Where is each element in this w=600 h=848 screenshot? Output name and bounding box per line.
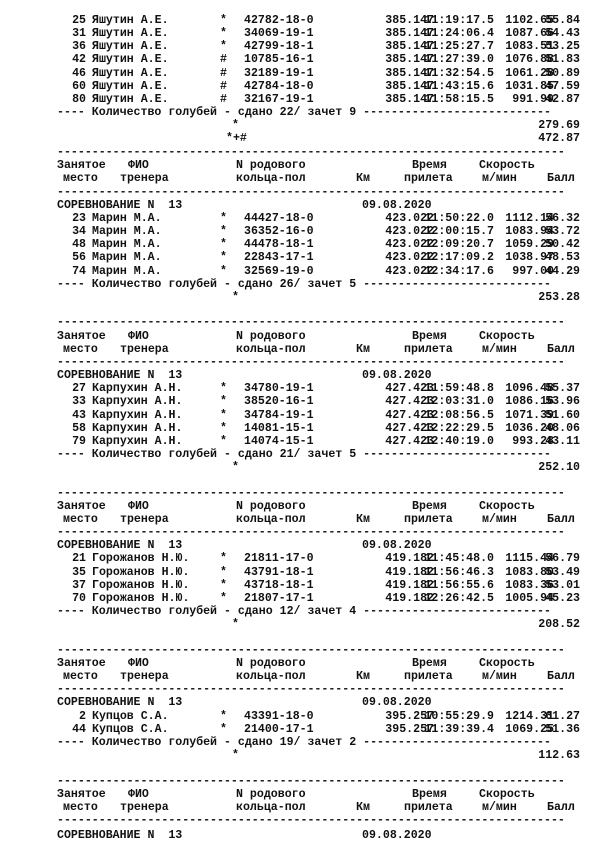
arrival-time-cell: 11:59:48.8 bbox=[424, 382, 494, 396]
km-cell: 423.022 bbox=[385, 225, 434, 239]
separator-line: ------------------------------------------------------------------------- bbox=[57, 355, 565, 369]
speed-cell: 1112.14 bbox=[505, 211, 554, 225]
score-cell: 48.06 bbox=[545, 421, 580, 435]
trainer-name-cell: Карпухин А.Н. bbox=[92, 434, 183, 448]
speed-cell: 1031.85 bbox=[505, 79, 554, 93]
place-cell: 46 bbox=[72, 66, 86, 80]
ring-number-cell: 42799-18-1 bbox=[244, 40, 314, 54]
arrival-time-cell: 11:43:15.6 bbox=[424, 79, 494, 93]
header-time: Время bbox=[412, 329, 447, 343]
ring-number-cell: 38520-16-1 bbox=[244, 395, 314, 409]
header-km: Км bbox=[356, 342, 370, 356]
arrival-time-cell: 11:39:39.4 bbox=[424, 722, 494, 736]
mark-cell: * bbox=[220, 264, 227, 278]
score-cell: 44.29 bbox=[545, 264, 580, 278]
trainer-name-cell: Горожанов Н.Ю. bbox=[92, 565, 190, 579]
header-fio: ФИО bbox=[128, 787, 149, 801]
header-ring-no: N родового bbox=[236, 787, 306, 801]
ring-number-cell: 42784-18-0 bbox=[244, 79, 314, 93]
trainer-name-cell: Яшутин А.Е. bbox=[92, 27, 169, 41]
mark-cell: * bbox=[220, 14, 227, 27]
mark-cell: * bbox=[220, 238, 227, 252]
score-cell: 53.01 bbox=[545, 578, 580, 592]
trainer-name-cell: Яшутин А.Е. bbox=[92, 79, 169, 93]
km-cell: 427.423 bbox=[385, 408, 434, 422]
speed-cell: 1076.88 bbox=[505, 53, 554, 67]
speed-cell: 1069.25 bbox=[505, 722, 554, 736]
arrival-time-cell: 11:58:15.5 bbox=[424, 92, 494, 106]
separator-line: ------------------------------------------------------------------------- bbox=[57, 683, 565, 697]
ring-number-cell: 21400-17-1 bbox=[244, 722, 314, 736]
arrival-time-cell: 12:03:31.0 bbox=[424, 395, 494, 409]
place-cell: 80 bbox=[72, 92, 86, 106]
total-value: 279.69 bbox=[538, 119, 580, 133]
place-cell: 37 bbox=[72, 578, 86, 592]
km-cell: 427.423 bbox=[385, 421, 434, 435]
header-trainer: тренера bbox=[120, 172, 169, 186]
ring-number-cell: 43391-18-0 bbox=[244, 709, 314, 723]
arrival-time-cell: 11:19:17.5 bbox=[424, 14, 494, 27]
summary-line: ---- Количество голубей - сдано 22/ зачет 9 --------------------------- bbox=[57, 106, 551, 120]
mark-cell: * bbox=[220, 421, 227, 435]
header-ring-sex: кольца-пол bbox=[236, 342, 306, 356]
km-cell: 419.182 bbox=[385, 591, 434, 605]
summary-line: ---- Количество голубей - сдано 19/ зачет 2 --------------------------- bbox=[57, 735, 551, 749]
score-cell: 51.83 bbox=[545, 53, 580, 67]
trainer-name-cell: Горожанов Н.Ю. bbox=[92, 578, 190, 592]
mark-cell: * bbox=[220, 251, 227, 265]
km-cell: 395.257 bbox=[385, 722, 434, 736]
speed-cell: 1096.48 bbox=[505, 382, 554, 396]
total-value: 208.52 bbox=[538, 618, 580, 632]
speed-cell: 1086.16 bbox=[505, 395, 554, 409]
header-ring-sex: кольца-пол bbox=[236, 172, 306, 186]
place-cell: 48 bbox=[72, 238, 86, 252]
mark-cell: * bbox=[220, 408, 227, 422]
separator-line: ------------------------------------------------------------------------- bbox=[57, 526, 565, 540]
km-cell: 385.147 bbox=[385, 79, 434, 93]
header-place: место bbox=[63, 172, 98, 186]
total-mark: * bbox=[232, 290, 239, 304]
ring-number-cell: 10785-16-1 bbox=[244, 53, 314, 67]
header-mmin: м/мин bbox=[482, 342, 517, 356]
trainer-name-cell: Яшутин А.Е. bbox=[92, 14, 169, 27]
ring-number-cell: 32189-19-1 bbox=[244, 66, 314, 80]
trainer-name-cell: Яшутин А.Е. bbox=[92, 92, 169, 106]
ring-number-cell: 42782-18-0 bbox=[244, 14, 314, 27]
header-occupied: Занятое bbox=[57, 499, 106, 513]
header-ring-no: N родового bbox=[236, 657, 306, 671]
place-cell: 23 bbox=[72, 211, 86, 225]
separator-line: ------------------------------------------------------------------------- bbox=[57, 643, 565, 657]
place-cell: 44 bbox=[72, 722, 86, 736]
km-cell: 385.147 bbox=[385, 53, 434, 67]
km-cell: 427.423 bbox=[385, 382, 434, 396]
place-cell: 58 bbox=[72, 421, 86, 435]
summary-line: ---- Количество голубей - сдано 26/ зачет 5 --------------------------- bbox=[57, 277, 551, 291]
header-time: Время bbox=[412, 787, 447, 801]
header-occupied: Занятое bbox=[57, 159, 106, 173]
separator-line: ------------------------------------------------------------------------- bbox=[57, 316, 565, 330]
speed-cell: 1083.36 bbox=[505, 578, 554, 592]
score-cell: 61.27 bbox=[545, 709, 580, 723]
score-cell: 55.84 bbox=[545, 14, 580, 27]
km-cell: 423.022 bbox=[385, 251, 434, 265]
header-ball: Балл bbox=[547, 513, 575, 527]
header-ring-no: N родового bbox=[236, 329, 306, 343]
speed-cell: 991.99 bbox=[512, 92, 554, 106]
header-trainer: тренера bbox=[120, 513, 169, 527]
place-cell: 35 bbox=[72, 565, 86, 579]
speed-cell: 1059.29 bbox=[505, 238, 554, 252]
mark-cell: * bbox=[220, 382, 227, 396]
total-mark: *+# bbox=[226, 132, 247, 146]
trainer-name-cell: Яшутин А.Е. bbox=[92, 40, 169, 54]
mark-cell: * bbox=[220, 27, 227, 41]
km-cell: 385.147 bbox=[385, 66, 434, 80]
arrival-time-cell: 12:22:29.5 bbox=[424, 421, 494, 435]
trainer-name-cell: Горожанов Н.Ю. bbox=[92, 591, 190, 605]
header-place: место bbox=[63, 513, 98, 527]
separator-line: ------------------------------------------------------------------------- bbox=[57, 146, 565, 160]
score-cell: 43.11 bbox=[545, 434, 580, 448]
place-cell: 36 bbox=[72, 40, 86, 54]
header-trainer: тренера bbox=[120, 670, 169, 684]
header-speed: Скорость bbox=[479, 499, 535, 513]
score-cell: 53.49 bbox=[545, 565, 580, 579]
arrival-time-cell: 12:34:17.6 bbox=[424, 264, 494, 278]
competition-date: 09.08.2020 bbox=[362, 198, 432, 212]
header-ring-no: N родового bbox=[236, 499, 306, 513]
header-km: Км bbox=[356, 801, 370, 815]
arrival-time-cell: 12:08:56.5 bbox=[424, 408, 494, 422]
trainer-name-cell: Горожанов Н.Ю. bbox=[92, 552, 190, 566]
header-mmin: м/мин bbox=[482, 513, 517, 527]
arrival-time-cell: 10:55:29.9 bbox=[424, 709, 494, 723]
speed-cell: 1071.39 bbox=[505, 408, 554, 422]
score-cell: 42.87 bbox=[545, 92, 580, 106]
ring-number-cell: 21807-17-1 bbox=[244, 591, 314, 605]
header-mmin: м/мин bbox=[482, 801, 517, 815]
trainer-name-cell: Карпухин А.Н. bbox=[92, 382, 183, 396]
competition-label: СОРЕВНОВАНИЕ N 13 bbox=[57, 829, 183, 843]
mark-cell: # bbox=[220, 79, 227, 93]
arrival-time-cell: 11:25:27.7 bbox=[424, 40, 494, 54]
mark-cell: # bbox=[220, 92, 227, 106]
trainer-name-cell: Карпухин А.Н. bbox=[92, 395, 183, 409]
separator-line: ------------------------------------------------------------------------- bbox=[57, 774, 565, 788]
header-speed: Скорость bbox=[479, 329, 535, 343]
km-cell: 423.022 bbox=[385, 264, 434, 278]
ring-number-cell: 32167-19-1 bbox=[244, 92, 314, 106]
header-km: Км bbox=[356, 513, 370, 527]
total-value: 252.10 bbox=[538, 461, 580, 475]
score-cell: 56.32 bbox=[545, 211, 580, 225]
km-cell: 385.147 bbox=[385, 14, 434, 27]
speed-cell: 1083.80 bbox=[505, 565, 554, 579]
place-cell: 27 bbox=[72, 382, 86, 396]
speed-cell: 1087.66 bbox=[505, 27, 554, 41]
mark-cell: * bbox=[220, 40, 227, 54]
header-ball: Балл bbox=[547, 670, 575, 684]
competition-date: 09.08.2020 bbox=[362, 696, 432, 710]
header-occupied: Занятое bbox=[57, 787, 106, 801]
header-fio: ФИО bbox=[128, 329, 149, 343]
mark-cell: # bbox=[220, 53, 227, 67]
header-speed: Скорость bbox=[479, 159, 535, 173]
score-cell: 56.79 bbox=[545, 552, 580, 566]
arrival-time-cell: 12:17:09.2 bbox=[424, 251, 494, 265]
speed-cell: 1036.20 bbox=[505, 421, 554, 435]
mark-cell: * bbox=[220, 565, 227, 579]
km-cell: 385.147 bbox=[385, 40, 434, 54]
trainer-name-cell: Яшутин А.Е. bbox=[92, 53, 169, 67]
score-cell: 55.37 bbox=[545, 382, 580, 396]
speed-cell: 1038.97 bbox=[505, 251, 554, 265]
score-cell: 48.53 bbox=[545, 251, 580, 265]
header-fio: ФИО bbox=[128, 499, 149, 513]
header-km: Км bbox=[356, 670, 370, 684]
mark-cell: * bbox=[220, 211, 227, 225]
ring-number-cell: 34780-19-1 bbox=[244, 382, 314, 396]
score-cell: 47.59 bbox=[545, 79, 580, 93]
ring-number-cell: 44478-18-1 bbox=[244, 238, 314, 252]
arrival-time-cell: 11:56:46.3 bbox=[424, 565, 494, 579]
mark-cell: * bbox=[220, 709, 227, 723]
header-arrival: прилета bbox=[404, 342, 453, 356]
speed-cell: 1061.28 bbox=[505, 66, 554, 80]
km-cell: 395.257 bbox=[385, 709, 434, 723]
competition-date: 09.08.2020 bbox=[362, 829, 432, 843]
trainer-name-cell: Марин М.А. bbox=[92, 225, 162, 239]
km-cell: 419.182 bbox=[385, 578, 434, 592]
mark-cell: * bbox=[220, 722, 227, 736]
place-cell: 34 bbox=[72, 225, 86, 239]
mark-cell: # bbox=[220, 66, 227, 80]
place-cell: 60 bbox=[72, 79, 86, 93]
mark-cell: * bbox=[220, 578, 227, 592]
score-cell: 54.43 bbox=[545, 27, 580, 41]
km-cell: 427.423 bbox=[385, 395, 434, 409]
km-cell: 427.423 bbox=[385, 434, 434, 448]
total-mark: * bbox=[232, 749, 239, 763]
trainer-name-cell: Яшутин А.Е. bbox=[92, 66, 169, 80]
score-cell: 50.89 bbox=[545, 66, 580, 80]
trainer-name-cell: Карпухин А.Н. bbox=[92, 408, 183, 422]
speed-cell: 1005.94 bbox=[505, 591, 554, 605]
ring-number-cell: 21811-17-0 bbox=[244, 552, 314, 566]
ring-number-cell: 44427-18-0 bbox=[244, 211, 314, 225]
ring-number-cell: 43718-18-1 bbox=[244, 578, 314, 592]
header-ring-sex: кольца-пол bbox=[236, 801, 306, 815]
header-ring-sex: кольца-пол bbox=[236, 670, 306, 684]
header-occupied: Занятое bbox=[57, 657, 106, 671]
mark-cell: * bbox=[220, 591, 227, 605]
km-cell: 385.147 bbox=[385, 27, 434, 41]
header-mmin: м/мин bbox=[482, 670, 517, 684]
header-arrival: прилета bbox=[404, 172, 453, 186]
km-cell: 385.147 bbox=[385, 92, 434, 106]
total-value: 112.63 bbox=[538, 749, 580, 763]
competition-label: СОРЕВНОВАНИЕ N 13 bbox=[57, 539, 183, 553]
trainer-name-cell: Марин М.А. bbox=[92, 238, 162, 252]
place-cell: 42 bbox=[72, 53, 86, 67]
mark-cell: * bbox=[220, 434, 227, 448]
arrival-time-cell: 12:26:42.5 bbox=[424, 591, 494, 605]
ring-number-cell: 36352-16-0 bbox=[244, 225, 314, 239]
speed-cell: 1214.31 bbox=[505, 709, 554, 723]
ring-number-cell: 34069-19-1 bbox=[244, 27, 314, 41]
header-ring-no: N родового bbox=[236, 159, 306, 173]
place-cell: 2 bbox=[79, 709, 86, 723]
separator-line: ------------------------------------------------------------------------- bbox=[57, 814, 565, 828]
header-ring-sex: кольца-пол bbox=[236, 513, 306, 527]
total-mark: * bbox=[232, 119, 239, 133]
mark-cell: * bbox=[220, 395, 227, 409]
score-cell: 50.42 bbox=[545, 238, 580, 252]
score-cell: 45.23 bbox=[545, 591, 580, 605]
speed-cell: 1083.51 bbox=[505, 40, 554, 54]
header-trainer: тренера bbox=[120, 801, 169, 815]
ring-number-cell: 14081-15-1 bbox=[244, 421, 314, 435]
ring-number-cell: 14074-15-1 bbox=[244, 434, 314, 448]
arrival-time-cell: 12:40:19.0 bbox=[424, 434, 494, 448]
arrival-time-cell: 11:45:48.0 bbox=[424, 552, 494, 566]
total-value: 472.87 bbox=[538, 132, 580, 146]
arrival-time-cell: 12:00:15.7 bbox=[424, 225, 494, 239]
km-cell: 423.022 bbox=[385, 211, 434, 225]
separator-line: ------------------------------------------------------------------------- bbox=[57, 185, 565, 199]
header-fio: ФИО bbox=[128, 159, 149, 173]
speed-cell: 1102.65 bbox=[505, 14, 554, 27]
competition-label: СОРЕВНОВАНИЕ N 13 bbox=[57, 696, 183, 710]
trainer-name-cell: Карпухин А.Н. bbox=[92, 421, 183, 435]
trainer-name-cell: Купцов С.А. bbox=[92, 709, 169, 723]
trainer-name-cell: Марин М.А. bbox=[92, 264, 162, 278]
speed-cell: 1083.94 bbox=[505, 225, 554, 239]
km-cell: 419.182 bbox=[385, 565, 434, 579]
score-cell: 51.36 bbox=[545, 722, 580, 736]
ring-number-cell: 34784-19-1 bbox=[244, 408, 314, 422]
trainer-name-cell: Марин М.А. bbox=[92, 211, 162, 225]
header-fio: ФИО bbox=[128, 657, 149, 671]
arrival-time-cell: 12:09:20.7 bbox=[424, 238, 494, 252]
header-ball: Балл bbox=[547, 801, 575, 815]
header-arrival: прилета bbox=[404, 513, 453, 527]
ring-number-cell: 32569-19-0 bbox=[244, 264, 314, 278]
competition-label: СОРЕВНОВАНИЕ N 13 bbox=[57, 369, 183, 383]
place-cell: 56 bbox=[72, 251, 86, 265]
arrival-time-cell: 11:50:22.0 bbox=[424, 211, 494, 225]
place-cell: 31 bbox=[72, 27, 86, 41]
speed-cell: 993.28 bbox=[512, 434, 554, 448]
mark-cell: * bbox=[220, 225, 227, 239]
place-cell: 70 bbox=[72, 591, 86, 605]
header-speed: Скорость bbox=[479, 657, 535, 671]
summary-line: ---- Количество голубей - сдано 21/ зачет 5 --------------------------- bbox=[57, 447, 551, 461]
arrival-time-cell: 11:32:54.5 bbox=[424, 66, 494, 80]
score-cell: 53.25 bbox=[545, 40, 580, 54]
score-cell: 53.72 bbox=[545, 225, 580, 239]
header-time: Время bbox=[412, 159, 447, 173]
total-mark: * bbox=[232, 618, 239, 632]
header-place: место bbox=[63, 801, 98, 815]
score-cell: 51.60 bbox=[545, 408, 580, 422]
ring-number-cell: 43791-18-1 bbox=[244, 565, 314, 579]
header-arrival: прилета bbox=[404, 801, 453, 815]
place-cell: 74 bbox=[72, 264, 86, 278]
header-speed: Скорость bbox=[479, 787, 535, 801]
ring-number-cell: 22843-17-1 bbox=[244, 251, 314, 265]
place-cell: 79 bbox=[72, 434, 86, 448]
header-time: Время bbox=[412, 499, 447, 513]
total-mark: * bbox=[232, 461, 239, 475]
header-trainer: тренера bbox=[120, 342, 169, 356]
competition-label: СОРЕВНОВАНИЕ N 13 bbox=[57, 198, 183, 212]
speed-cell: 997.00 bbox=[512, 264, 554, 278]
total-value: 253.28 bbox=[538, 290, 580, 304]
trainer-name-cell: Марин М.А. bbox=[92, 251, 162, 265]
header-arrival: прилета bbox=[404, 670, 453, 684]
place-cell: 25 bbox=[72, 14, 86, 27]
header-km: Км bbox=[356, 172, 370, 186]
arrival-time-cell: 11:27:39.0 bbox=[424, 53, 494, 67]
header-place: место bbox=[63, 342, 98, 356]
place-cell: 33 bbox=[72, 395, 86, 409]
arrival-time-cell: 11:24:06.4 bbox=[424, 27, 494, 41]
header-ball: Балл bbox=[547, 342, 575, 356]
competition-date: 09.08.2020 bbox=[362, 539, 432, 553]
mark-cell: * bbox=[220, 552, 227, 566]
competition-date: 09.08.2020 bbox=[362, 369, 432, 383]
separator-line: ------------------------------------------------------------------------- bbox=[57, 486, 565, 500]
km-cell: 423.022 bbox=[385, 238, 434, 252]
header-mmin: м/мин bbox=[482, 172, 517, 186]
arrival-time-cell: 11:56:55.6 bbox=[424, 578, 494, 592]
km-cell: 419.182 bbox=[385, 552, 434, 566]
header-ball: Балл bbox=[547, 172, 575, 186]
place-cell: 21 bbox=[72, 552, 86, 566]
score-cell: 53.96 bbox=[545, 395, 580, 409]
header-place: место bbox=[63, 670, 98, 684]
header-time: Время bbox=[412, 657, 447, 671]
summary-line: ---- Количество голубей - сдано 12/ зачет 4 --------------------------- bbox=[57, 605, 551, 619]
speed-cell: 1115.44 bbox=[505, 552, 554, 566]
place-cell: 43 bbox=[72, 408, 86, 422]
trainer-name-cell: Купцов С.А. bbox=[92, 722, 169, 736]
header-occupied: Занятое bbox=[57, 329, 106, 343]
